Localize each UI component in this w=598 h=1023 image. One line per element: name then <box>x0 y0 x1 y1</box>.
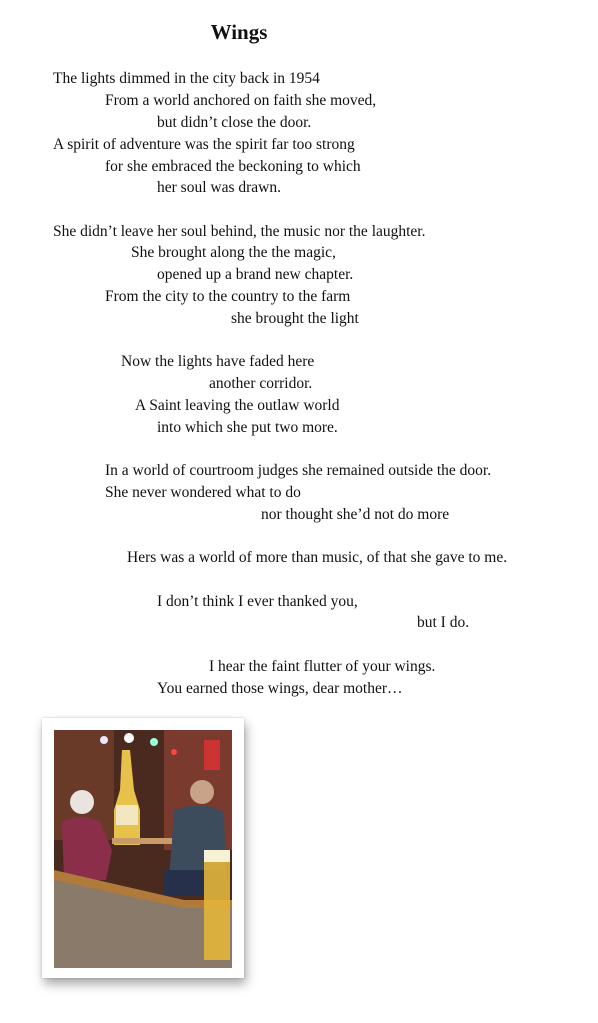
poem-line: She never wondered what to do <box>105 484 301 501</box>
poem-line: You earned those wings, dear mother… <box>157 680 403 697</box>
poem-line: A spirit of adventure was the spirit far too strong <box>53 136 355 153</box>
poem-line: nor thought she’d not do more <box>261 506 450 523</box>
poem-line: I hear the faint flutter of your wings. <box>209 658 436 675</box>
photo-icon <box>54 730 232 968</box>
poem-line: another corridor. <box>209 375 313 392</box>
poem-line: She brought along the the magic, <box>131 244 336 261</box>
poem-line: The lights dimmed in the city back in 1954 <box>53 70 320 87</box>
poem-line: but didn’t close the door. <box>157 114 312 131</box>
poem-line: Hers was a world of more than music, of that she gave to me. <box>127 549 508 566</box>
poem-line: She didn’t leave her soul behind, the music nor the laughter. <box>53 223 426 240</box>
photo-frame <box>42 718 244 978</box>
poem-title: Wings <box>210 20 268 44</box>
poem-line: A Saint leaving the outlaw world <box>135 397 340 414</box>
poem-line: her soul was drawn. <box>157 179 281 196</box>
poem-line: From a world anchored on faith she moved, <box>105 92 377 109</box>
poem-line: into which she put two more. <box>157 419 338 436</box>
poem-line: for she embraced the beckoning to which <box>105 158 361 175</box>
poem-line: I don’t think I ever thanked you, <box>157 593 358 610</box>
poem-line: Now the lights have faded here <box>121 353 315 370</box>
poem-line: From the city to the country to the farm <box>105 288 351 305</box>
poem-line: she brought the light <box>231 310 359 327</box>
poem-line: opened up a brand new chapter. <box>157 266 354 283</box>
photo-illustration <box>54 730 232 968</box>
poem-line: In a world of courtroom judges she remained outside the door. <box>105 462 492 479</box>
poem-line: but I do. <box>417 614 470 631</box>
